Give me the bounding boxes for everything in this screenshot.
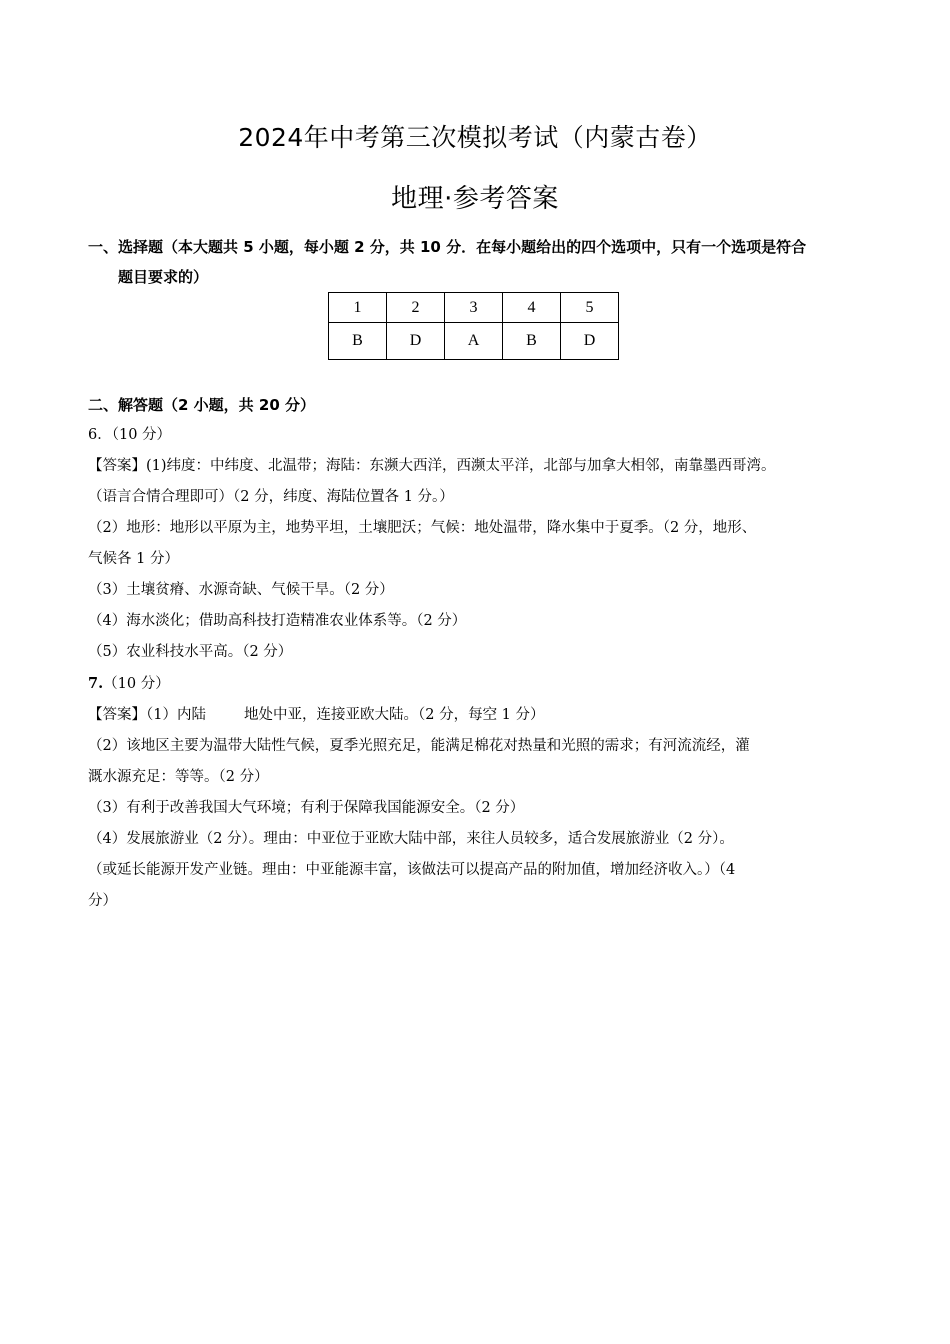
q7-score: （10 分） bbox=[103, 676, 170, 692]
q7-line-5: （4）发展旅游业（2 分）。理由：中亚位于亚欧大陆中部，来往人员较多，适合发展旅游业（2 分）。 bbox=[88, 831, 734, 847]
q6-line-2: （语言合情合理即可）（2 分，纬度、海陆位置各 1 分。） bbox=[88, 489, 454, 505]
q6-line-1-text: (1)纬度：中纬度、北温带；海陆：东濒大西洋，西濒太平洋，北部与加拿大相邻，南靠墨西哥湾。 bbox=[146, 458, 776, 474]
answers-body bbox=[88, 420, 874, 917]
q6-line-7: （5）农业科技水平高。（2 分） bbox=[88, 644, 293, 660]
q7-line-1-part-b: 地处中亚，连接亚欧大陆。（2 分，每空 1 分） bbox=[243, 707, 545, 723]
q7-line-7: 分） bbox=[88, 893, 117, 909]
section-1-heading bbox=[88, 232, 868, 292]
answer-table-answer: D bbox=[387, 323, 445, 360]
q6-line-6: （4）海水淡化；借助高科技打造精准农业体系等。（2 分） bbox=[88, 613, 467, 629]
answer-tag: 【答案】 bbox=[88, 458, 146, 474]
section-1-heading-line-2: 题目要求的） bbox=[118, 268, 209, 286]
q7-label bbox=[88, 668, 874, 700]
q6-line-4: 气候各 1 分） bbox=[88, 551, 179, 567]
answer-table-answer: B bbox=[329, 323, 387, 360]
q7-number: 7. bbox=[88, 675, 104, 692]
document-subtitle: 地理·参考答案 bbox=[391, 184, 559, 214]
q7-line-3: 溉水源充足：等等。（2 分） bbox=[88, 769, 269, 785]
section-1-heading-line-1: 一、选择题（本大题共 5 小题，每小题 2 分，共 10 分．在每小题给出的四个选项中，只有一个选项是符合 bbox=[88, 238, 807, 256]
answer-table-answer: A bbox=[445, 323, 503, 360]
answer-table-answer-row bbox=[329, 323, 619, 360]
answer-table-number: 3 bbox=[445, 293, 503, 323]
q7-line-6: （或延长能源开发产业链。理由：中亚能源丰富，该做法可以提高产品的附加值，增加经济收入。）（4 bbox=[88, 862, 736, 878]
q7-line-1 bbox=[88, 700, 874, 731]
document-title: 2024年中考第三次模拟考试（内蒙古卷） bbox=[238, 123, 712, 152]
answer-table-number: 2 bbox=[387, 293, 445, 323]
answer-tag: 【答案】 bbox=[88, 707, 146, 723]
q6-line-1 bbox=[88, 451, 874, 482]
q6-label: 6．（10 分） bbox=[88, 427, 172, 443]
answer-table-answer: D bbox=[561, 323, 619, 360]
answer-table-answer: B bbox=[503, 323, 561, 360]
q7-line-4: （3）有利于改善我国大气环境；有利于保障我国能源安全。（2 分） bbox=[88, 800, 525, 816]
section-2-heading: 二、解答题（2 小题，共 20 分） bbox=[88, 396, 315, 414]
answer-table-number: 1 bbox=[329, 293, 387, 323]
answer-table bbox=[328, 292, 619, 360]
q7-line-2: （2）该地区主要为温带大陆性气候，夏季光照充足，能满足棉花对热量和光照的需求；有河流流经，灌 bbox=[88, 738, 750, 754]
answer-table-number: 5 bbox=[561, 293, 619, 323]
q6-line-3: （2）地形：地形以平原为主，地势平坦，土壤肥沃；气候：地处温带，降水集中于夏季。（2 分，地形、 bbox=[88, 520, 757, 536]
q6-line-5: （3）土壤贫瘠、水源奇缺、气候干旱。（2 分） bbox=[88, 582, 394, 598]
answer-table-number-row bbox=[329, 293, 619, 323]
answer-table-number: 4 bbox=[503, 293, 561, 323]
q7-line-1-part-a: （1）内陆 bbox=[146, 707, 206, 723]
